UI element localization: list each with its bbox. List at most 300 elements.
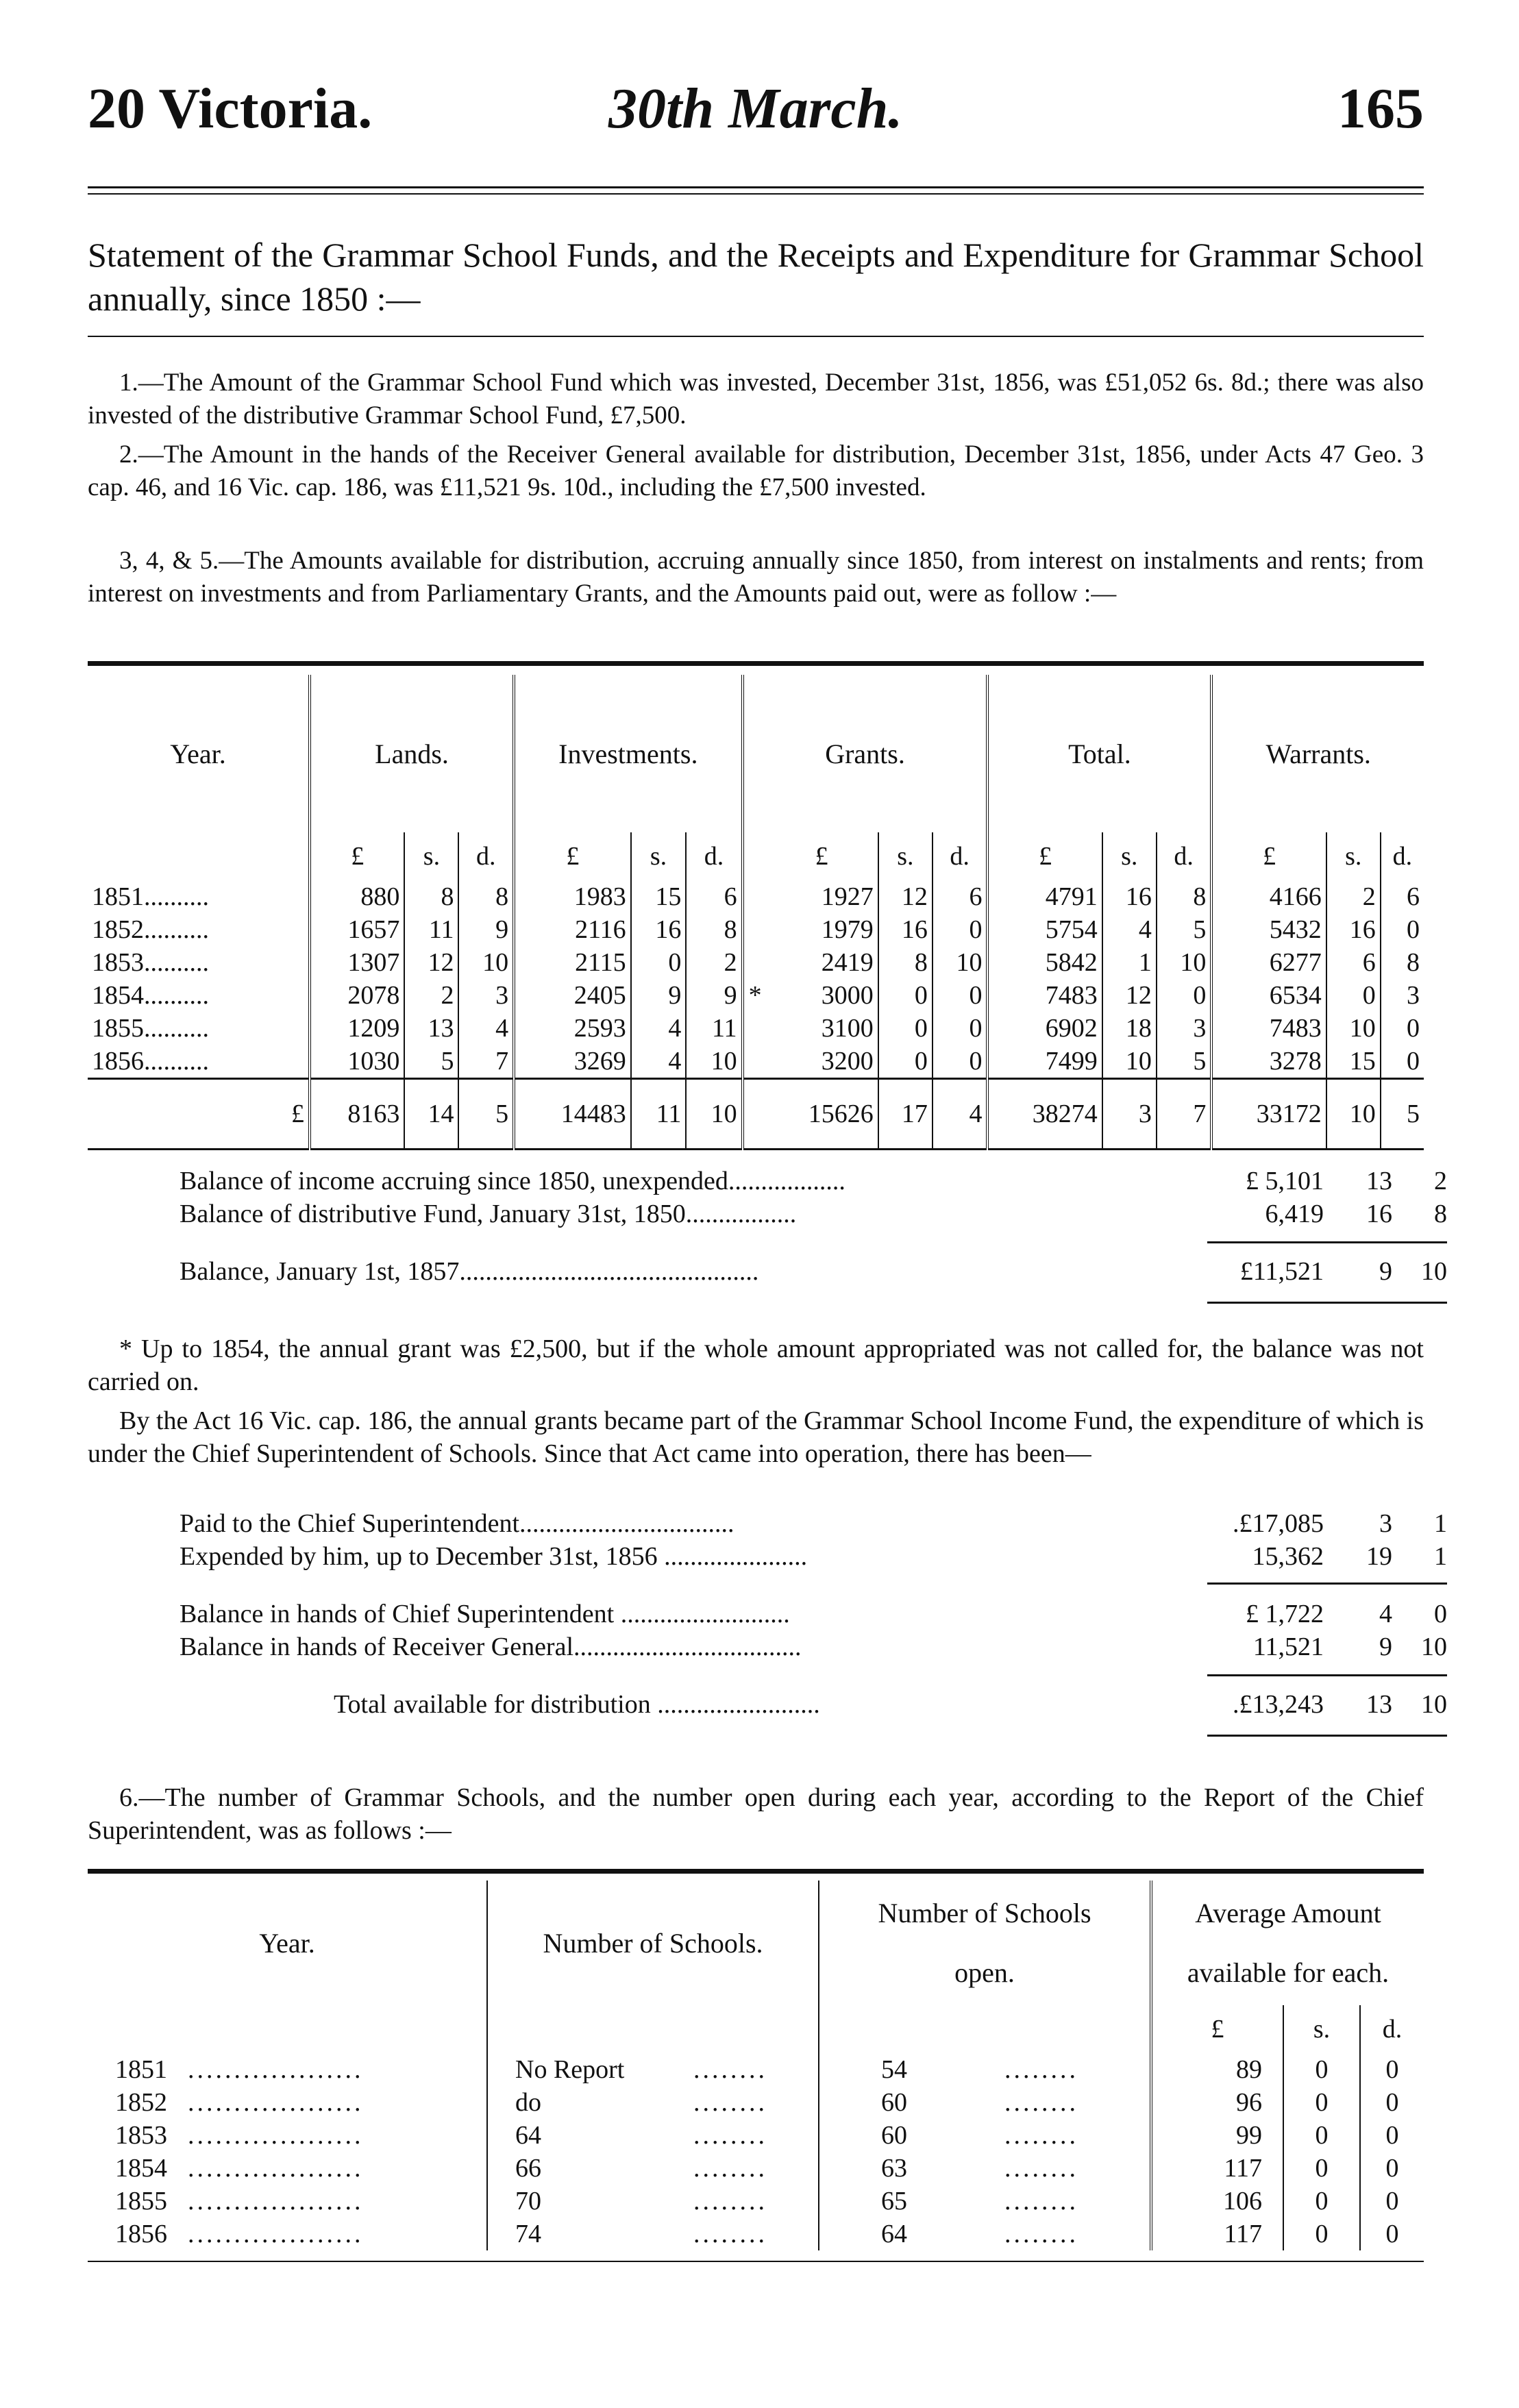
table-cell: 3200 xyxy=(821,1047,874,1076)
table-cell: 4 xyxy=(631,1012,687,1045)
avg-shillings: 0 xyxy=(1283,2185,1360,2218)
table-cell: * xyxy=(743,979,766,1012)
col-open-line1: Number of Schools xyxy=(878,1898,1091,1928)
dot-leader: ........ xyxy=(1004,2187,1078,2215)
col-open xyxy=(819,1881,1151,2005)
open-value: 64 xyxy=(881,2220,907,2248)
number-value: 70 xyxy=(515,2187,541,2215)
open-cell xyxy=(819,2053,1151,2086)
total-cell: 15626 xyxy=(766,1079,878,1150)
sum-rule xyxy=(1207,1302,1447,1304)
table-cell: 15 xyxy=(631,880,687,913)
table-row xyxy=(88,2218,1424,2250)
balance-pence: 1 xyxy=(1434,1542,1447,1571)
year-value: 1855 xyxy=(115,2187,167,2215)
table-cell: 10 xyxy=(1102,1045,1157,1079)
table-cell: 5 xyxy=(404,1045,458,1079)
total-cell: 4 xyxy=(933,1079,988,1150)
total-cell: 5 xyxy=(458,1079,514,1150)
table-row xyxy=(88,880,1424,913)
open-cell xyxy=(819,2152,1151,2185)
table-cell: 1209 xyxy=(310,1012,404,1045)
total-cell: 10 xyxy=(686,1079,742,1150)
avg-pounds: 117 xyxy=(1151,2218,1283,2250)
page-number: 165 xyxy=(1337,77,1424,140)
table-cell: 15 xyxy=(1326,1045,1381,1079)
totals-label: £ xyxy=(88,1079,310,1150)
unit-shilling: s. xyxy=(631,832,687,880)
balance-pence: 2 xyxy=(1434,1167,1447,1195)
table-cell: 6277 xyxy=(1211,946,1326,979)
table-cell: 10 xyxy=(933,946,988,979)
row-year: 1851.......... xyxy=(92,882,209,911)
balance-label: Total available for distribution ......................... xyxy=(334,1690,820,1719)
table-cell: 2 xyxy=(404,979,458,1012)
dot-leader: ........ xyxy=(1004,2220,1078,2248)
total-cell: 5 xyxy=(1381,1079,1424,1150)
table-row xyxy=(88,979,1424,1012)
table-cell: 0 xyxy=(933,913,988,946)
paragraph-1: 1.—The Amount of the Grammar School Fund which was invested, December 31st, 1856, was £51,052 6s. 8d.; there was also invested of the distributive Grammar School Fund, £7,500. xyxy=(88,369,1424,430)
schools-table xyxy=(88,1881,1424,2250)
table-cell: 7 xyxy=(458,1045,514,1079)
sum-rule xyxy=(1207,1735,1447,1737)
balance-shillings: 19 xyxy=(1366,1542,1392,1571)
sum-rule xyxy=(1207,1241,1447,1243)
dot-leader: ........ xyxy=(1004,2121,1078,2150)
total-cell: 3 xyxy=(1102,1079,1157,1150)
row-year: 1854.......... xyxy=(92,981,209,1010)
col-average-line2: available for each. xyxy=(1187,1957,1390,1988)
balance-pence: 10 xyxy=(1421,1257,1447,1286)
dot-leader: ........ xyxy=(1004,2055,1078,2084)
table-cell xyxy=(743,880,766,913)
paragraph-3: 3, 4, & 5.—The Amounts available for distribution, accruing annually since 1850, from interest on instalments and rents; from interest on investments and from Parliamentary Grants, and the Amounts paid out, were as follow :— xyxy=(88,547,1424,608)
dot-leader: ........ xyxy=(693,2154,767,2183)
dot-leader: ........ xyxy=(1004,2154,1078,2183)
open-cell xyxy=(819,2086,1151,2119)
year-value: 1856 xyxy=(115,2220,167,2248)
row-year xyxy=(88,2185,487,2218)
balances-superintendent xyxy=(180,1507,1447,1721)
balance-pounds: 11,521 xyxy=(1252,1633,1324,1661)
unit-pence: d. xyxy=(1360,2005,1424,2053)
table-cell: 9 xyxy=(631,979,687,1012)
dot-leader: ................... xyxy=(188,2088,364,2117)
total-cell: 33172 xyxy=(1211,1079,1326,1150)
table-cell: 0 xyxy=(1381,1012,1424,1045)
table-cell: 5754 xyxy=(987,913,1102,946)
balance-shillings: 13 xyxy=(1366,1167,1392,1195)
table-row xyxy=(88,1012,1424,1045)
footnote: * Up to 1854, the annual grant was £2,500, but if the whole amount appropriated was not called for, the balance was not carried on. xyxy=(88,1335,1424,1396)
balance-row xyxy=(180,1540,1447,1573)
statement-title: Statement of the Grammar School Funds, and the Receipts and Expenditure for Grammar School annually, since 1850 :— xyxy=(88,236,1424,318)
balance-pounds: £ 5,101 xyxy=(1246,1167,1324,1195)
table-row xyxy=(88,913,1424,946)
number-cell xyxy=(487,2086,819,2119)
dot-leader: ........ xyxy=(693,2187,767,2215)
table-cell: 4166 xyxy=(1211,880,1326,913)
balance-shillings: 9 xyxy=(1379,1257,1392,1286)
unit-pound: £ xyxy=(514,832,631,880)
balance-label: Expended by him, up to December 31st, 1856 ...................... xyxy=(180,1542,808,1571)
table-cell: 2078 xyxy=(310,979,404,1012)
table-cell: 2116 xyxy=(514,913,631,946)
year-value: 1852 xyxy=(115,2088,167,2117)
balance-pounds: 6,419 xyxy=(1265,1200,1324,1228)
table-cell: 7483 xyxy=(1211,1012,1326,1045)
header-rule xyxy=(88,186,1424,188)
balance-row xyxy=(180,1197,1447,1230)
year-value: 1853 xyxy=(115,2121,167,2150)
row-year: 1853.......... xyxy=(92,948,209,977)
col-warrants: Warrants. xyxy=(1211,675,1424,832)
table-cell: 3 xyxy=(458,979,514,1012)
table-cell: 1030 xyxy=(310,1045,404,1079)
avg-shillings: 0 xyxy=(1283,2119,1360,2152)
table-cell: 16 xyxy=(1326,913,1381,946)
table-cell: 8 xyxy=(404,880,458,913)
balance-shillings: 16 xyxy=(1366,1200,1392,1228)
avg-pounds: 96 xyxy=(1151,2086,1283,2119)
avg-shillings: 0 xyxy=(1283,2152,1360,2185)
avg-pounds: 99 xyxy=(1151,2119,1283,2152)
balance-pounds: £11,521 xyxy=(1239,1257,1324,1286)
total-cell xyxy=(743,1079,766,1150)
open-cell xyxy=(819,2119,1151,2152)
unit-pence: d. xyxy=(1381,832,1424,880)
unit-pence: d. xyxy=(1157,832,1212,880)
balance-shillings: 13 xyxy=(1366,1690,1392,1719)
table-cell: 9 xyxy=(458,913,514,946)
open-value: 60 xyxy=(881,2121,907,2150)
table-cell: 1979 xyxy=(821,915,874,944)
table-cell: 1307 xyxy=(310,946,404,979)
table-cell: 16 xyxy=(1102,880,1157,913)
paragraph-6: 6.—The number of Grammar Schools, and the number open during each year, according to the Report of the Chief Superintendent, was as follows :— xyxy=(88,1783,1424,1845)
table-row xyxy=(88,2119,1424,2152)
table-cell: 3000 xyxy=(821,981,874,1010)
header-date: 30th March. xyxy=(608,77,903,140)
table-cell: 1657 xyxy=(310,913,404,946)
avg-pounds: 117 xyxy=(1151,2152,1283,2185)
header-rule-2 xyxy=(88,193,1424,195)
col-lands: Lands. xyxy=(310,675,514,832)
balance-label: Paid to the Chief Superintendent................................. xyxy=(180,1509,734,1538)
paragraph-2: 2.—The Amount in the hands of the Receiver General available for distribution, December 31st, 1856, under Acts 47 Geo. 3 cap. 46, and 16 Vic. cap. 186, was £11,521 9s. 10d., including the £7,500 invested. xyxy=(88,440,1424,501)
table-cell: 0 xyxy=(631,946,687,979)
table-cell: 5 xyxy=(1157,1045,1212,1079)
balance-shillings: 4 xyxy=(1379,1600,1392,1628)
dot-leader: ................... xyxy=(188,2055,364,2084)
table-cell: 5432 xyxy=(1211,913,1326,946)
table-cell: 6 xyxy=(1381,880,1424,913)
table-cell: 2405 xyxy=(514,979,631,1012)
table-cell: 880 xyxy=(310,880,404,913)
table-cell: 12 xyxy=(404,946,458,979)
divider xyxy=(88,336,1424,337)
table-cell: 11 xyxy=(686,1012,742,1045)
table2-bottom-rule xyxy=(88,2261,1424,2262)
col-average xyxy=(1151,1881,1424,2005)
table-cell: 1927 xyxy=(821,882,874,911)
total-cell: 14483 xyxy=(514,1079,631,1150)
table-cell: 10 xyxy=(1157,946,1212,979)
table-cell: 1 xyxy=(1102,946,1157,979)
sum-rule xyxy=(1207,1582,1447,1585)
table-cell: 7483 xyxy=(987,979,1102,1012)
table-cell: 12 xyxy=(1102,979,1157,1012)
balance-row xyxy=(180,1165,1447,1197)
table-cell: 8 xyxy=(1381,946,1424,979)
table-cell: 8 xyxy=(458,880,514,913)
dot-leader: ........ xyxy=(693,2121,767,2150)
table-cell: 13 xyxy=(404,1012,458,1045)
number-value: 64 xyxy=(515,2121,541,2150)
table-cell: 2419 xyxy=(821,948,874,977)
row-year xyxy=(88,2086,487,2119)
table-top-rule xyxy=(88,661,1424,666)
units-row xyxy=(88,832,1424,880)
balance-shillings: 3 xyxy=(1379,1509,1392,1538)
table-cell: 3269 xyxy=(514,1045,631,1079)
unit-pence: d. xyxy=(686,832,742,880)
table-cell: 6902 xyxy=(987,1012,1102,1045)
table-cell: 7499 xyxy=(987,1045,1102,1079)
number-cell xyxy=(487,2152,819,2185)
col-grants: Grants. xyxy=(743,675,988,832)
unit-pound: £ xyxy=(310,832,404,880)
number-value: 74 xyxy=(515,2220,541,2248)
table-row xyxy=(88,1045,1424,1079)
table-cell: 0 xyxy=(878,979,933,1012)
unit-pence: d. xyxy=(933,832,988,880)
dot-leader: ........ xyxy=(693,2088,767,2117)
balance-pounds: 15,362 xyxy=(1252,1542,1324,1571)
table-cell xyxy=(743,1012,766,1045)
number-value: No Report xyxy=(515,2055,625,2084)
avg-pence: 0 xyxy=(1360,2218,1424,2250)
dot-leader: ........ xyxy=(1004,2088,1078,2117)
dot-leader: ........ xyxy=(693,2055,767,2084)
table-cell: 0 xyxy=(878,1012,933,1045)
table-cell: 6 xyxy=(933,880,988,913)
table-cell xyxy=(743,1045,766,1079)
dot-leader: ........ xyxy=(693,2220,767,2248)
table-cell: 0 xyxy=(1157,979,1212,1012)
row-year: 1856.......... xyxy=(92,1047,209,1076)
table-cell: 10 xyxy=(458,946,514,979)
table-cell: 3278 xyxy=(1211,1045,1326,1079)
balance-label: Balance of income accruing since 1850, unexpended.................. xyxy=(180,1167,845,1195)
balance-label: Balance in hands of Receiver General................................... xyxy=(180,1633,802,1661)
table-cell: 2 xyxy=(686,946,742,979)
balance-row xyxy=(180,1630,1447,1663)
balance-pence: 10 xyxy=(1421,1633,1447,1661)
table-cell: 3 xyxy=(1381,979,1424,1012)
table-cell: 18 xyxy=(1102,1012,1157,1045)
balance-pence: 10 xyxy=(1421,1690,1447,1719)
table-cell: 4 xyxy=(458,1012,514,1045)
open-value: 63 xyxy=(881,2154,907,2183)
table-cell: 4 xyxy=(631,1045,687,1079)
table-row xyxy=(88,2152,1424,2185)
table-row xyxy=(88,2086,1424,2119)
table-cell: 4 xyxy=(1102,913,1157,946)
table-cell xyxy=(743,946,766,979)
table-cell: 11 xyxy=(404,913,458,946)
funds-table xyxy=(88,675,1424,1150)
table-cell: 8 xyxy=(878,946,933,979)
header-session: 20 Victoria. xyxy=(88,77,373,140)
dot-leader: ................... xyxy=(188,2121,364,2150)
avg-pounds: 89 xyxy=(1151,2053,1283,2086)
table-cell: 3100 xyxy=(821,1014,874,1043)
unit-pound: £ xyxy=(1151,2005,1283,2053)
total-cell: 8163 xyxy=(310,1079,404,1150)
unit-shilling: s. xyxy=(878,832,933,880)
number-cell xyxy=(487,2218,819,2250)
row-year: 1852.......... xyxy=(92,915,209,944)
table2-top-rule xyxy=(88,1869,1424,1874)
unit-pound: £ xyxy=(1211,832,1326,880)
col-year: Year. xyxy=(259,1927,315,1959)
balance-pounds: £ 1,722 xyxy=(1246,1600,1324,1628)
balance-row xyxy=(180,1507,1447,1540)
table-cell: 6 xyxy=(1326,946,1381,979)
table-cell: 5842 xyxy=(987,946,1102,979)
col-investments: Investments. xyxy=(514,675,743,832)
totals-row xyxy=(88,1079,1424,1150)
unit-shilling: s. xyxy=(1283,2005,1360,2053)
unit-shilling: s. xyxy=(1326,832,1381,880)
unit-shilling: s. xyxy=(404,832,458,880)
open-cell xyxy=(819,2185,1151,2218)
year-value: 1851 xyxy=(115,2055,167,2084)
open-value: 65 xyxy=(881,2187,907,2215)
table-cell: 1983 xyxy=(514,880,631,913)
balance-pence: 0 xyxy=(1434,1600,1447,1628)
table-cell: 10 xyxy=(686,1045,742,1079)
dot-leader: ................... xyxy=(188,2154,364,2183)
table-cell: 2593 xyxy=(514,1012,631,1045)
avg-pounds: 106 xyxy=(1151,2185,1283,2218)
row-year xyxy=(88,2119,487,2152)
dot-leader: ................... xyxy=(188,2220,364,2248)
open-value: 54 xyxy=(881,2055,907,2084)
table-row xyxy=(88,2053,1424,2086)
table-cell: 0 xyxy=(1381,1045,1424,1079)
balance-shillings: 9 xyxy=(1379,1633,1392,1661)
balance-label: Balance in hands of Chief Superintendent .......................... xyxy=(180,1600,790,1628)
table-cell: 0 xyxy=(933,979,988,1012)
number-cell xyxy=(487,2119,819,2152)
table-cell xyxy=(743,913,766,946)
running-header xyxy=(88,75,1424,158)
table-cell: 4791 xyxy=(987,880,1102,913)
col-number: Number of Schools. xyxy=(487,1881,819,2005)
row-year xyxy=(88,2053,487,2086)
avg-pence: 0 xyxy=(1360,2053,1424,2086)
balance-row xyxy=(180,1255,1447,1288)
col-total: Total. xyxy=(987,675,1211,832)
row-year xyxy=(88,2218,487,2250)
total-cell: 14 xyxy=(404,1079,458,1150)
avg-pence: 0 xyxy=(1360,2119,1424,2152)
row-year: 1855.......... xyxy=(92,1014,209,1043)
table-cell: 0 xyxy=(878,1045,933,1079)
balance-label: Balance of distributive Fund, January 31st, 1850................. xyxy=(180,1200,797,1228)
unit-pound: £ xyxy=(987,832,1102,880)
col-average-line1: Average Amount xyxy=(1195,1898,1381,1928)
unit-shilling: s. xyxy=(1102,832,1157,880)
table-cell: 2 xyxy=(1326,880,1381,913)
table-cell: 0 xyxy=(1326,979,1381,1012)
table-cell: 6534 xyxy=(1211,979,1326,1012)
table-cell: 0 xyxy=(933,1012,988,1045)
table-cell: 8 xyxy=(1157,880,1212,913)
total-cell: 11 xyxy=(631,1079,687,1150)
avg-pence: 0 xyxy=(1360,2185,1424,2218)
balance-pounds: .£13,243 xyxy=(1233,1690,1324,1719)
balance-row xyxy=(180,1598,1447,1630)
number-value: 66 xyxy=(515,2154,541,2183)
table-cell: 0 xyxy=(1381,913,1424,946)
table-cell: 16 xyxy=(631,913,687,946)
table-cell: 10 xyxy=(1326,1012,1381,1045)
table-cell: 8 xyxy=(686,913,742,946)
table-cell: 12 xyxy=(878,880,933,913)
total-cell: 38274 xyxy=(987,1079,1102,1150)
table-row xyxy=(88,946,1424,979)
col-year: Year. xyxy=(170,738,226,769)
act-paragraph: By the Act 16 Vic. cap. 186, the annual grants became part of the Grammar School Income Fund, the expenditure of which is under the Chief Superintendent of Schools. Since that Act came into operation, there has been— xyxy=(88,1406,1424,1468)
total-cell: 7 xyxy=(1157,1079,1212,1150)
balance-pounds: .£17,085 xyxy=(1233,1509,1324,1538)
table-cell: 0 xyxy=(933,1045,988,1079)
year-value: 1854 xyxy=(115,2154,167,2183)
row-year xyxy=(88,2152,487,2185)
table-cell: 5 xyxy=(1157,913,1212,946)
unit-pence: d. xyxy=(458,832,514,880)
avg-shillings: 0 xyxy=(1283,2218,1360,2250)
avg-shillings: 0 xyxy=(1283,2086,1360,2119)
total-cell: 17 xyxy=(878,1079,933,1150)
balance-label: Balance, January 1st, 1857.............................................. xyxy=(180,1257,759,1286)
balances-income xyxy=(180,1165,1447,1288)
open-cell xyxy=(819,2218,1151,2250)
table-cell: 6 xyxy=(686,880,742,913)
col-open-line2: open. xyxy=(954,1957,1015,1988)
sum-rule xyxy=(1207,1674,1447,1676)
avg-shillings: 0 xyxy=(1283,2053,1360,2086)
balance-pence: 1 xyxy=(1434,1509,1447,1538)
table-cell: 2115 xyxy=(514,946,631,979)
balance-row xyxy=(180,1688,1447,1721)
total-cell: 10 xyxy=(1326,1079,1381,1150)
table-cell: 16 xyxy=(878,913,933,946)
balance-pence: 8 xyxy=(1434,1200,1447,1228)
unit-pound: £ xyxy=(815,842,828,871)
dot-leader: ................... xyxy=(188,2187,364,2215)
open-value: 60 xyxy=(881,2088,907,2117)
table-cell: 3 xyxy=(1157,1012,1212,1045)
table-row xyxy=(88,2185,1424,2218)
avg-pence: 0 xyxy=(1360,2086,1424,2119)
number-value: do xyxy=(515,2088,541,2117)
avg-pence: 0 xyxy=(1360,2152,1424,2185)
